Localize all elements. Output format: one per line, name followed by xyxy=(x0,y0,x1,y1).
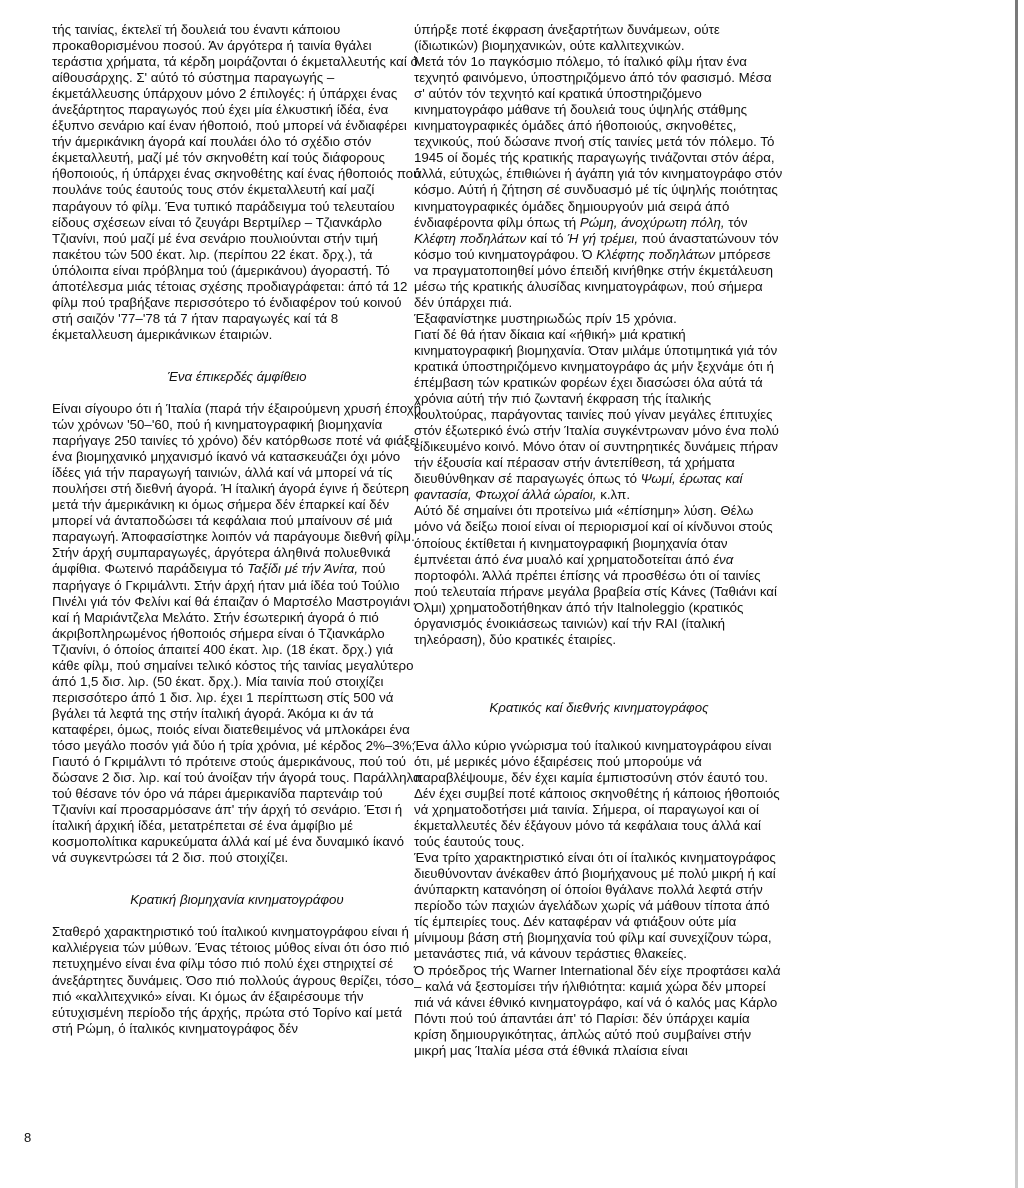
right-p1b-connector-1: τόν xyxy=(724,214,748,230)
section-heading-state-international: Κρατικός καί διεθνής κινηματογράφος xyxy=(489,699,709,715)
right-paragraph-1a: ύπήρξε ποτέ έκφραση άνεξαρτήτων δυνάμεων, ούτε (ίδιωτικών) βιομηχανικών, ούτε καλλιτεχνικών. xyxy=(414,22,720,54)
right-p1b-connector-3: πού άναστατώνουν τόν κόσμο τού κινηματογράφου. Ό xyxy=(414,230,779,262)
right-paragraph-2 xyxy=(414,503,784,647)
right-paragraph-3: Ένα άλλο κύριο γνώρισμα τού ίταλικού κινηματογράφου είναι ότι, μέ μερικές μόνο έξαιρέσεις πού μπορούμε νά παραβλέψουμε, δέν έχει καμία έμπιστοσύνη στόν έαυτό του. Δέν έχει συμβεί ποτέ κάποιος σκηνοθέτης ή κάποιος ήθοποιός νά χρηματοδοτήσει μιά ταινία. Σήμερα, οί παραγωγοί και οί έκμεταλλευτές δέν έξάγουν μόνο τά κεφάλαια τους άλλά καί τούς έαυτούς τους. xyxy=(414,737,780,850)
left-paragraph-2-continued: πού παρήγαγε ό Γκριμάλντι. Στήν άρχή ήταν μιά ίδέα τού Τούλιο Πινέλι γιά τόν Φελίνι καί θά έπαιζαν ό Μαρτσέλο Μαστρογιάνι καί ή Μαριάντζελα Μελάτο. Στήν έσωτερική άγορά ό πιό άκριβοπληρωμένος ήθοποιός σήμερα είναι ό Τζιανκάρλο Τζιανίνι, ό όποίος άπαιτεί 400 έκατ. λιρ. (18 έκατ. δρχ.) γιά κάθε φίλμ, πού σημαίνει τελικό κόστος τής ταινίας μεγαλύτερο άπό 1,5 δισ. λιρ. (50 έκατ. δρχ.). Μία ταινία πού στοιχίζει περισσότερο άπό 1 δισ. λιρ. έχει 1 περίπτωση στίς 500 νά βγάλει τά λεφτά της στήν ίταλική άγορά. Άκόμα κι άν τά καταφέρει, όμως, ποιός είναι διατεθειμένος νά μπλοκάρει ένα τόσο μεγάλο ποσόν γιά δύο ή τρία χρόνια, μέ κέρδος 2%–3%; Γιαυτό ό Γκριμάλντι τό πρότεινε στούς άμερικάνους, πού τού δώσανε 2 δισ. λιρ. καί τού άνοίξαν τήν άγορά τους. Παράλληλα τού θέσανε τόν όρο νά πάρει άμερικανίδα παρτενάιρ τού Τζιανίνι καί προσαρμόσανε άπ' τήν άρχή τό σενάριο. Έτσι ή ίταλική άρχική ίδέα, μετατρέπεται σέ ένα άμφίβιο μέ κοσμοπολίτικα καρυκεύματα άλλά καί μέ ένα δυναμικό ίκανό νά συγκεντρώσει τά 2 δισ. πού στοιχίζει. xyxy=(52,561,421,866)
right-paragraph-4: Ένα τρίτο χαρακτηριστικό είναι ότι οί ίταλικός κινηματογράφος διευθύνονταν άνέκαθεν άπό βιομήχανους μέ πολύ μικρή ή καί άνύπαρκτη κατανόηση οί όποίοι θγάλανε πολλά λεφτά στήν περίοδο τών παχιών άγελάδων χωρίς νά μάθουν τίποτα άπό τίς έμπειρίες τους. Δέν καταφέραν νά φτιάξουν ούτε μία μίνιμουμ βάση στή βιομηχανία τού φίλμ καί συνεχίζουν τώρα, μετανάστες πιά, νά κάνουν τεράστιες θλακείες. xyxy=(414,850,776,962)
right-p2-connector-1: μυαλό καί χρηματοδοτείται άπό xyxy=(522,551,714,567)
right-p1b-text: Μετά τόν 1ο παγκόσμιο πόλεμο, τό ίταλικό φίλμ ήταν ένα τεχνητό φαινόμενο, ύποστηριζόμενο άπό τόν φασισμό. Μέσα σ' αύτόν τόν τεχνητό καί κρατικά ύποστηριζόμενο κινηματογράφο μάθανε τή δουλειά τους ύψηλής στάθμης κινηματογραφικές όμάδες άπό ήθοποιούς, σκηνοθέτες, τεχνικούς, πού δώσανε πνοή στίς ταινίες μετά τόν πόλεμο. Τό 1945 οί δομές τής κρατικής παραγωγής τινάζονται στόν άέρα, άλλά, εύτυχώς, έπιθιώνει ή άγάπη γιά τόν κινηματογράφο στόν κόσμο. Αύτή ή ζήτηση σέ συνδυασμό μέ τίς ύψηλής ποιότητας κινηματογραφικές όμάδες δημιουργούν μιά σειρά άπό ένδιαφέροντα φίλμ όπως τή xyxy=(414,54,783,230)
left-column xyxy=(52,22,422,1037)
left-paragraph-2 xyxy=(52,401,422,866)
right-column xyxy=(414,22,784,1059)
right-p1b-connector-2: καί τό xyxy=(526,230,568,246)
left-paragraph-2-text: Είναι σίγουρο ότι ή Ίταλία (παρά τήν έξαιρούμενη χρυσή έποχή τών χρόνων '50–'60, πού ή κινηματογραφική βιομηχανία παρήγαγε 250 ταινίες τό χρόνο) δέν κατόρθωσε ποτέ νά φιάξει ένα βιομηχανικό μηχανισμό ίκανό νά κατασκευάζει όχι μόνο ίδέες γιά τήν παραγωγή ταινιών, άλλά καί νά μπορεί νά τίς πουλήσει στή διεθνή άγορά. Ή ίταλική άγορά έγινε ή δεύτερη μετά τήν άμερικάνικη κι όμως σήμερα δέν έπαρκεί καί δέν μπορεί νά άνταποδώσει τά κεφάλαια πού μπαίνουν σέ μιά παραγωγή. Άποφασίστηκε λοιπόν νά παράγουμε διεθνή φίλμ. Στήν άρχή συμπαραγωγές, άργότερα άληθινά πολυεθνικά άμφίθια. Φωτεινό παράδειγμα τό xyxy=(52,400,422,577)
left-paragraph-1: τής ταινίας, έκτελεϊ τή δουλειά του έναντι κάποιου προκαθορισμένου ποσού. Άν άργότερα ή ταινία θγάλει τεράστια χρήματα, τά κέρδη μοιράζονται ό έκμεταλλευτής καί ό αίθουσάρχης. Σ' αύτό τό σύστημα παραγωγής – έκμετάλλευσης ύπάρχουν μόνο 2 έπιλογές: ή ύπάρχει ένας άνεξάρτητος παραγωγός πού έχει μία έλκυστική ίδέα, ένα έξυπνο σενάριο καί έναν ήθοποιό, πού μπορεί νά ένδιαφέρει τήν άμερικάνικη άγορά καί πουλάει όλο τό σχέδιο στόν έκμεταλλευτή, μαζί μέ τόν σκηνοθέτη καί τούς διάφορους ήθοποιούς, ή ύπάρχει ένας σκηνοθέτης καί ένας ήθοποιός πού πουλάνε τούς έαυτούς τους στόν έκμεταλλευτή καί μαζί παράγουν τό φίλμ. Ένα τυπικό παράδειγμα τού τελευταίου είδους σχέσεων είναι τό ζευγάρι Βερτμίλερ – Τζιανκάρλο Τζιανίνι, πού μαζί μέ ένα σενάριο πουλιούνται στήν τιμή πακέτου τών 500 έκατ. λιρ. (περίπου 22 έκατ. δρχ.), τά ύπόλοιπα είναι πρόβλημα τού (άμερικάνου) άγοραστή. Τό άποτέλεσμα μιάς τέτοιας σχέσης προδιαγράφεται: άπό τά 12 φίλμ πού τραβήξανε περισσότερο τό ένδιαφέρον τού κοινού στή σαιζόν '77–'78 τά 7 ήταν παραγωγές καί τά 8 έκμεταλλευση άμερικάνικων έταιριών. xyxy=(52,22,421,342)
film-titles-bread-love: Ψωμί, έρωτας καί φαντασία, Φτωχοί άλλά ώραίοι, xyxy=(414,471,743,503)
emphasis-one-wallet: ένα xyxy=(713,551,734,567)
right-paragraph-1b xyxy=(414,54,784,311)
right-p1d-connector: κ.λπ. xyxy=(596,487,631,503)
film-title-bicycle-thieves-2: Κλέφτης ποδηλάτων xyxy=(596,246,716,262)
page-number: 8 xyxy=(24,1130,32,1145)
left-paragraph-3: Σταθερό χαρακτηριστικό τού ίταλικού κινηματογράφου είναι ή καλλιέργεια τών μύθων. Ένας τέτοιος μύθος είναι ότι όσο πιό πετυχημένο είναι ένα φίλμ τόσο πιό πολύ έχει στηριχτεί σέ άνεξάρτητες δυνάμεις. Όσο πιό πολλούς άγρους θερίζει, τόσο πιό «καλλιτεχνικό» είναι. Κι όμως άν έξαιρέσουμε τήν εύτυχισμένη περίοδο τής άρχής, πρώτα στό Τορίνο καί μετά στή Ρώμη, ό ίταλικός κινηματογράφος δέν xyxy=(52,924,414,1036)
section-heading-state-industry: Κρατική βιομηχανία κινηματογράφου xyxy=(130,892,344,908)
section-heading-amphibian: Ένα έπικερδές άμφίθειο xyxy=(167,368,307,384)
film-title-anita: Ταξίδι μέ τήν Άνίτα, xyxy=(247,561,359,577)
film-title-la-terra-trema: Ή γή τρέμει, xyxy=(567,230,639,246)
right-paragraph-1c: Έξαφανίστηκε μυστηριωδώς πρίν 15 χρόνια. xyxy=(414,310,677,326)
right-p2-text: Αύτό δέ σημαίνει ότι προτείνω μιά «έπίσημη» λύση. Θέλω μόνο νά δείξω ποιοί είναι οί περιορισμοί καί οί κίνδυνοι στούς όποίους έκτίθεται ή κινηματογραφική βιομηχανία όταν έμπνέεται άπό xyxy=(414,503,773,567)
film-title-rome-open-city: Ρώμη, άνοχύρωτη πόλη, xyxy=(579,214,725,230)
page-edge-shadow xyxy=(1015,0,1018,1188)
right-paragraph-1d xyxy=(414,327,784,504)
right-p2-connector-2: πορτοφόλι. Άλλά πρέπει έπίσης νά προσθέσω ότι οί ταινίες πού τελευταία πήρανε μεγάλα βραβεία στίς Κάνες (Ταθιάνι καί Όλμι) χρηματοδοτήθηκαν άπό τήν Italnoleggio (κρατικός όργανισμός ένοικιάσεως ταινιών) καί τήν RAI (ίταλική τηλεόραση), δύο κρατικές έταιρίες. xyxy=(414,567,777,647)
emphasis-one-mind: ένα xyxy=(502,551,523,567)
film-title-bicycle-thieves: Κλέφτη ποδηλάτων xyxy=(414,230,527,246)
right-p1d-text: Γιατί δέ θά ήταν δίκαια καί «ήθική» μιά κρατική κινηματογραφική βιομηχανία. Όταν μιλάμε ύποτιμητικά γιά τόν κρατικά ύποστηριζόμενο κινηματογράφο άς μήν ξεχνάμε ότι ή έπέμβαση τών κρατικών φορέων έχει διασώσει όλα αύτά τά χρόνια αύτή τήν πιό ζωντανή έκφραση τής ίταλικής κουλτούρας, παράγοντας ταινίες πού γίναν μεγάλες έπιτυχίες στόν έξωτερικό ένώ στήν Ίταλία συγκέντρωναν μόνο ένα πολύ είδικευμένο κοινό. Μόνο όταν οί συντηρητικές δυνάμεις πήραν τήν έξουσία καί πέρασαν στήν άντεπίθεση, τά χρήματα διευθύνθηκαν σέ παραγωγές όπως τό xyxy=(414,326,779,487)
right-paragraph-5: Ό πρόεδρος τής Warner International δέν είχε προφτάσει καλά – καλά νά ξεστομίσει τήν ήλιθιότητα: καμιά χώρα δέν μπορεί πιά νά κάνει έθνικό κινηματογράφο, καί νά ό καλός μας Κάρλο Πόντι πού τού άπαντάει άπ' τό Παρίσι: δέν ύπάρχει καμία κρίση δημιουργικότητας, άπλώς αύτό πού συμβαίνει στήν μικρή μας Ίταλία μέσα στά έθνικά πλαίσια είναι xyxy=(414,962,781,1058)
right-p1b-connector-4: μπόρεσε να πραγματοποιηθεί μόνο έπειδή κινήθηκε στήν έκμετάλευση μέσω τής κρατικής άλυσίδας κινηματογράφων, πού σήμερα δέν ύπάρχει πιά. xyxy=(414,246,773,310)
